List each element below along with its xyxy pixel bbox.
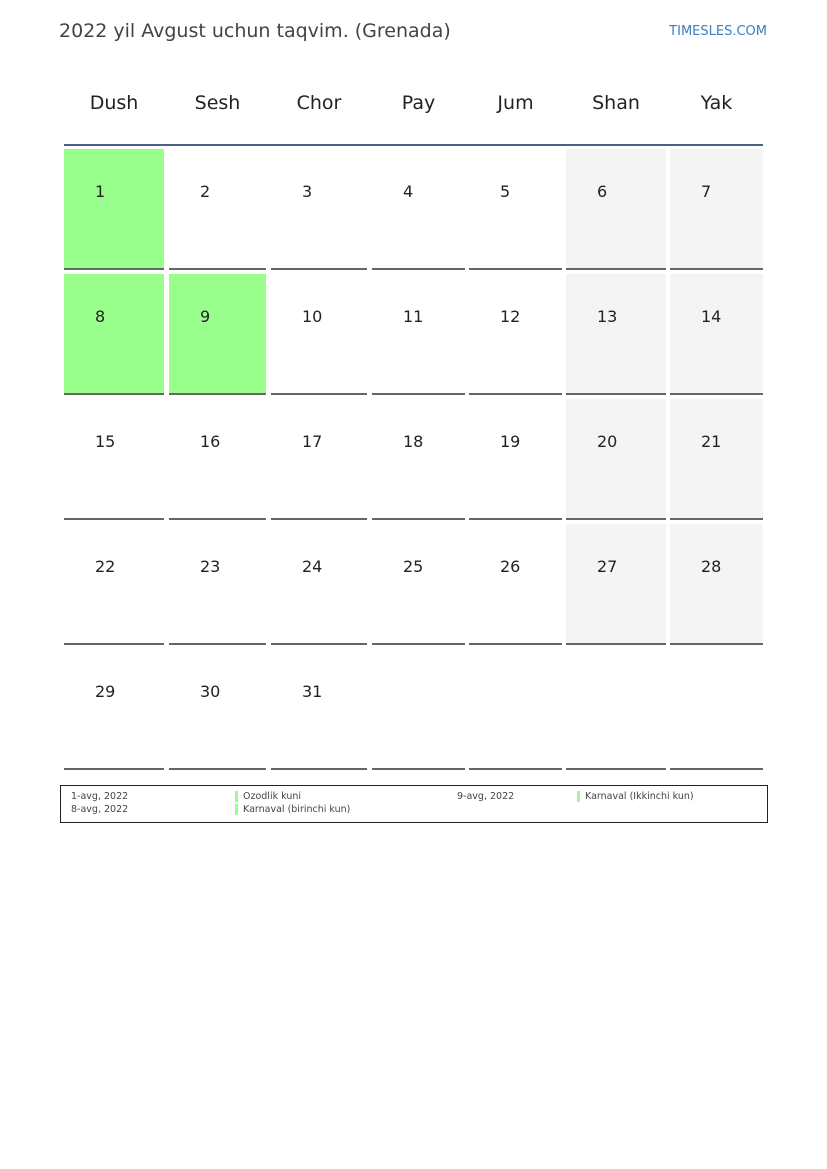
weekday-mon: Dush [89,92,139,114]
day-cell-19[interactable] [469,399,562,520]
day-cell-24[interactable] [271,524,367,645]
day-cell-25[interactable] [372,524,465,645]
day-number: 30 [200,682,221,701]
day-number: 21 [701,432,722,451]
day-number: 28 [701,557,722,576]
day-number: 1 [95,182,106,201]
day-cell-20[interactable] [566,399,666,520]
legend-name-3: Karnaval (Ikkinchi kun) [585,791,694,802]
day-cell-27[interactable] [566,524,666,645]
day-number: 7 [701,182,712,201]
day-number: 9 [200,307,211,326]
legend-date-3: 9-avg, 2022 [457,791,515,802]
legend-date-2: 8-avg, 2022 [71,804,129,815]
day-cell-21[interactable] [670,399,763,520]
day-cell-10[interactable] [271,274,367,395]
day-cell-18[interactable] [372,399,465,520]
day-cell-29[interactable] [64,649,164,770]
day-cell-23[interactable] [169,524,266,645]
weekday-sat: Shan [592,92,640,114]
day-number: 15 [95,432,116,451]
day-number: 4 [403,182,414,201]
day-number: 24 [302,557,323,576]
day-number: 14 [701,307,722,326]
legend-holiday-marker-2 [235,804,238,815]
day-number: 5 [500,182,511,201]
empty-day-cell [670,649,763,770]
day-cell-22[interactable] [64,524,164,645]
day-number: 3 [302,182,313,201]
legend-date-1: 1-avg, 2022 [71,791,129,802]
day-number: 8 [95,307,106,326]
day-cell-4[interactable] [372,149,465,270]
day-number: 20 [597,432,618,451]
day-cell-30[interactable] [169,649,266,770]
day-number: 19 [500,432,521,451]
day-number: 25 [403,557,424,576]
day-number: 18 [403,432,424,451]
day-cell-17[interactable] [271,399,367,520]
empty-day-cell [469,649,562,770]
day-number: 2 [200,182,211,201]
day-cell-26[interactable] [469,524,562,645]
day-number: 22 [95,557,116,576]
day-cell-5[interactable] [469,149,562,270]
day-number: 27 [597,557,618,576]
day-cell-13[interactable] [566,274,666,395]
page-title: 2022 yil Avgust uchun taqvim. (Grenada) [59,20,451,42]
brand-link[interactable]: TIMESLES.COM [669,24,767,39]
day-cell-28[interactable] [670,524,763,645]
day-cell-11[interactable] [372,274,465,395]
day-cell-14[interactable] [670,274,763,395]
day-number: 10 [302,307,323,326]
day-number: 23 [200,557,221,576]
empty-day-cell [566,649,666,770]
weekday-wed: Chor [296,92,342,114]
weekday-fri: Jum [497,92,534,114]
day-number: 12 [500,307,521,326]
day-cell-31[interactable] [271,649,367,770]
day-cell-12[interactable] [469,274,562,395]
day-number: 6 [597,182,608,201]
day-cell-7[interactable] [670,149,763,270]
day-cell-16[interactable] [169,399,266,520]
day-number: 16 [200,432,221,451]
day-cell-15[interactable] [64,399,164,520]
day-cell-8[interactable] [64,274,164,395]
day-cell-1[interactable] [64,149,164,270]
empty-day-cell [372,649,465,770]
holiday-legend [60,785,768,823]
day-number: 13 [597,307,618,326]
day-number: 31 [302,682,323,701]
day-number: 11 [403,307,424,326]
day-cell-3[interactable] [271,149,367,270]
legend-name-1: Ozodlik kuni [243,791,301,802]
legend-holiday-marker-3 [577,791,580,802]
day-number: 26 [500,557,521,576]
day-cell-2[interactable] [169,149,266,270]
day-number: 17 [302,432,323,451]
day-cell-6[interactable] [566,149,666,270]
day-cell-9[interactable] [169,274,266,395]
legend-holiday-marker-1 [235,791,238,802]
day-number: 29 [95,682,116,701]
weekday-thu: Pay [401,92,436,114]
legend-name-2: Karnaval (birinchi kun) [243,804,351,815]
weekday-header [64,88,763,146]
weekday-sun: Yak [700,92,733,114]
weekday-tue: Sesh [194,92,241,114]
